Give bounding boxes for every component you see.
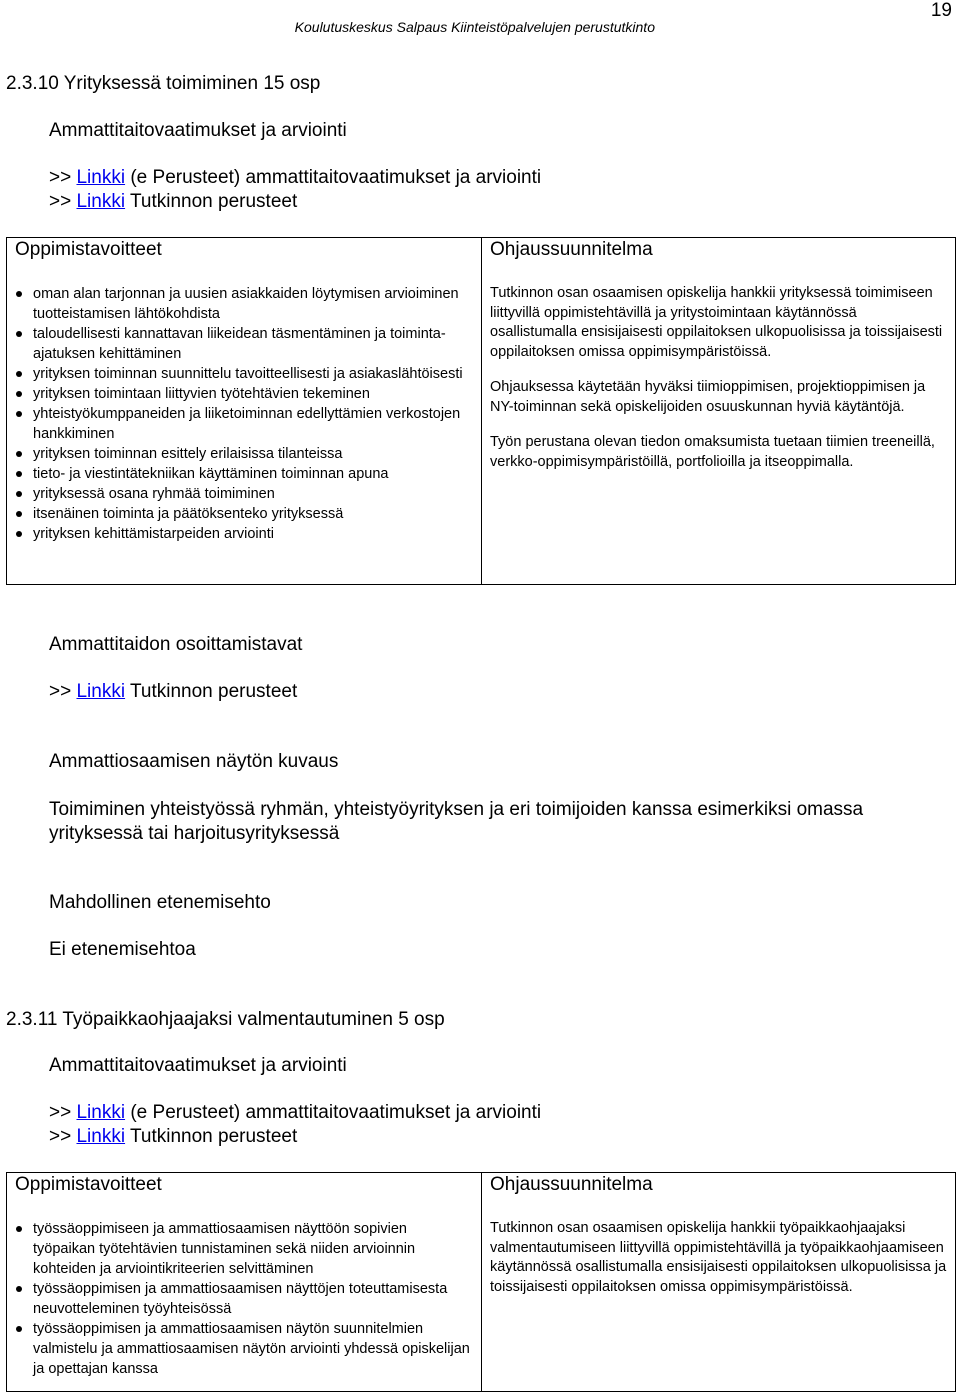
- list-item: yrityksessä osana ryhmää toimiminen: [15, 484, 473, 504]
- guidance-cell: [482, 1173, 956, 1392]
- bullet-icon: [16, 331, 22, 337]
- goals-heading: Oppimistavoitteet: [15, 1174, 162, 1195]
- goals-cell: [7, 238, 482, 585]
- goals-guidance-table: [6, 1172, 956, 1392]
- link-tutkinnon-perusteet[interactable]: Linkki: [76, 1126, 126, 1147]
- guidance-heading: Ohjaussuunnitelma: [490, 239, 653, 260]
- list-item: yhteistyökumppaneiden ja liiketoiminnan edellyttämien verkostojen hankkiminen: [15, 404, 473, 444]
- demo-description-heading: Ammattiosaamisen näytön kuvaus: [49, 751, 339, 772]
- goals-list: [15, 1219, 473, 1379]
- goals-list: [15, 284, 473, 544]
- bullet-icon: [16, 471, 22, 477]
- link-tutkinnon-perusteet[interactable]: Linkki: [76, 681, 126, 702]
- goals-cell: [7, 1173, 482, 1392]
- section-title-2-3-11: 2.3.11 Työpaikkaohjaajaksi valmentautuminen 5 osp: [6, 1009, 445, 1030]
- list-item: itsenäinen toiminta ja päätöksenteko yrityksessä: [15, 504, 473, 524]
- list-item: työssäoppimisen ja ammattiosaamisen näytön suunnitelmien valmistelu ja ammattiosaamisen näytön arviointi yhdessä opiskelijan ja opettajan kanssa: [15, 1319, 473, 1379]
- bullet-icon: [16, 1226, 22, 1232]
- link-description: (e Perusteet) ammattitaitovaatimukset ja arviointi: [130, 167, 542, 188]
- link-eperusteet[interactable]: Linkki: [76, 167, 126, 188]
- guidance-paragraph: Tutkinnon osan osaamisen opiskelija hankkii työpaikkaohjaajaksi valmentautumiseen liittyvillä oppimistehtävillä ja työpaikkaohjaamiseen käytännössä osallistumalla ensisijaisesti oppilaitoksen ulkopuolisissa ja toissijaisesti oppilaitoksen omissa oppimisympäristöissä.: [490, 1220, 947, 1295]
- bullet-icon: [16, 531, 22, 537]
- goals-guidance-table: [6, 237, 956, 585]
- bullet-icon: [16, 511, 22, 517]
- bullet-icon: [16, 391, 22, 397]
- list-item: yrityksen toiminnan suunnittelu tavoitteellisesti ja asiakaslähtöisesti: [15, 364, 473, 384]
- link-line-tutkinnon-perusteet: [49, 191, 297, 213]
- link-description: Tutkinnon perusteet: [130, 191, 298, 212]
- link-prefix: >>: [49, 191, 72, 212]
- list-item: yrityksen toimintaan liittyvien työtehtävien tekeminen: [15, 384, 473, 404]
- bullet-icon: [16, 371, 22, 377]
- guidance-paragraph: Työn perustana olevan tiedon omaksumista tuetaan tiimien treeneillä, verkko-oppimisympäristöillä, portfolioilla ja itseoppimalla.: [490, 434, 935, 470]
- list-item: työssäoppimisen ja ammattiosaamisen näyttöjen toteuttamisesta neuvotteleminen työyhteisössä: [15, 1279, 473, 1319]
- link-prefix: >>: [49, 1102, 72, 1123]
- section-title-2-3-10: 2.3.10 Yrityksessä toimiminen 15 osp: [6, 73, 321, 94]
- requirements-heading: Ammattitaitovaatimukset ja arviointi: [49, 1055, 347, 1076]
- list-item: tieto- ja viestintätekniikan käyttäminen toiminnan apuna: [15, 464, 473, 484]
- demo-description-text: Toimiminen yhteistyössä ryhmän, yhteistyöyrityksen ja eri toimijoiden kanssa esimerkiksi omassa yrityksessä tai harjoitusyrityksessä: [49, 799, 864, 844]
- link-description: Tutkinnon perusteet: [130, 681, 298, 702]
- link-prefix: >>: [49, 681, 72, 702]
- link-line-tutkinnon-perusteet: [49, 1126, 297, 1148]
- page-number: 19: [930, 0, 952, 21]
- bullet-icon: [16, 1326, 22, 1332]
- link-eperusteet[interactable]: Linkki: [76, 1102, 126, 1123]
- demo-methods-heading: Ammattitaidon osoittamistavat: [49, 634, 303, 655]
- bullet-icon: [16, 451, 22, 457]
- demo-link-line: [49, 681, 297, 703]
- prerequisite-heading: Mahdollinen etenemisehto: [49, 892, 271, 913]
- goals-heading: Oppimistavoitteet: [15, 239, 162, 260]
- link-tutkinnon-perusteet[interactable]: Linkki: [76, 191, 126, 212]
- guidance-heading: Ohjaussuunnitelma: [490, 1174, 653, 1195]
- link-description: Tutkinnon perusteet: [130, 1126, 298, 1147]
- list-item: oman alan tarjonnan ja uusien asiakkaiden löytymisen arvioiminen tuotteistamisen lähtökohdista: [15, 284, 473, 324]
- link-line-eperusteet: [49, 1102, 541, 1124]
- bullet-icon: [16, 491, 22, 497]
- guidance-cell: [482, 238, 956, 585]
- bullet-icon: [16, 291, 22, 297]
- requirements-heading: Ammattitaitovaatimukset ja arviointi: [49, 120, 347, 141]
- guidance-paragraph: Ohjauksessa käytetään hyväksi tiimioppimisen, projektioppimisen ja NY-toiminnan sekä opiskelijoiden osuuskunnan hyviä käytäntöjä.: [490, 379, 926, 415]
- link-prefix: >>: [49, 1126, 72, 1147]
- list-item: työssäoppimiseen ja ammattiosaamisen näyttöön sopivien työpaikan työtehtävien tunnistaminen sekä niiden arvioinnin kohteiden ja arviointikriteerien selvittäminen: [15, 1219, 473, 1279]
- bullet-icon: [16, 1286, 22, 1292]
- guidance-paragraph: Tutkinnon osan osaamisen opiskelija hankkii yrityksessä toimimiseen liittyvillä oppimistehtävillä ja yritystoimintaan käytännössä osallistumalla ensisijaisesti oppilaitoksen ulkopuolisissa ja toissijaisesti oppilaitoksen omissa oppimisympäristöissä.: [490, 285, 943, 360]
- list-item: yrityksen toiminnan esittely erilaisissa tilanteissa: [15, 444, 473, 464]
- link-prefix: >>: [49, 167, 72, 188]
- list-item: yrityksen kehittämistarpeiden arviointi: [15, 524, 473, 544]
- prerequisite-text: Ei etenemisehtoa: [49, 939, 196, 960]
- list-item: taloudellisesti kannattavan liikeidean täsmentäminen ja toiminta-ajatuksen kehittäminen: [15, 324, 473, 364]
- link-line-eperusteet: [49, 167, 541, 189]
- running-header: Koulutuskeskus Salpaus Kiinteistöpalvelujen perustutkinto: [294, 19, 655, 35]
- bullet-icon: [16, 411, 22, 417]
- link-description: (e Perusteet) ammattitaitovaatimukset ja arviointi: [130, 1102, 542, 1123]
